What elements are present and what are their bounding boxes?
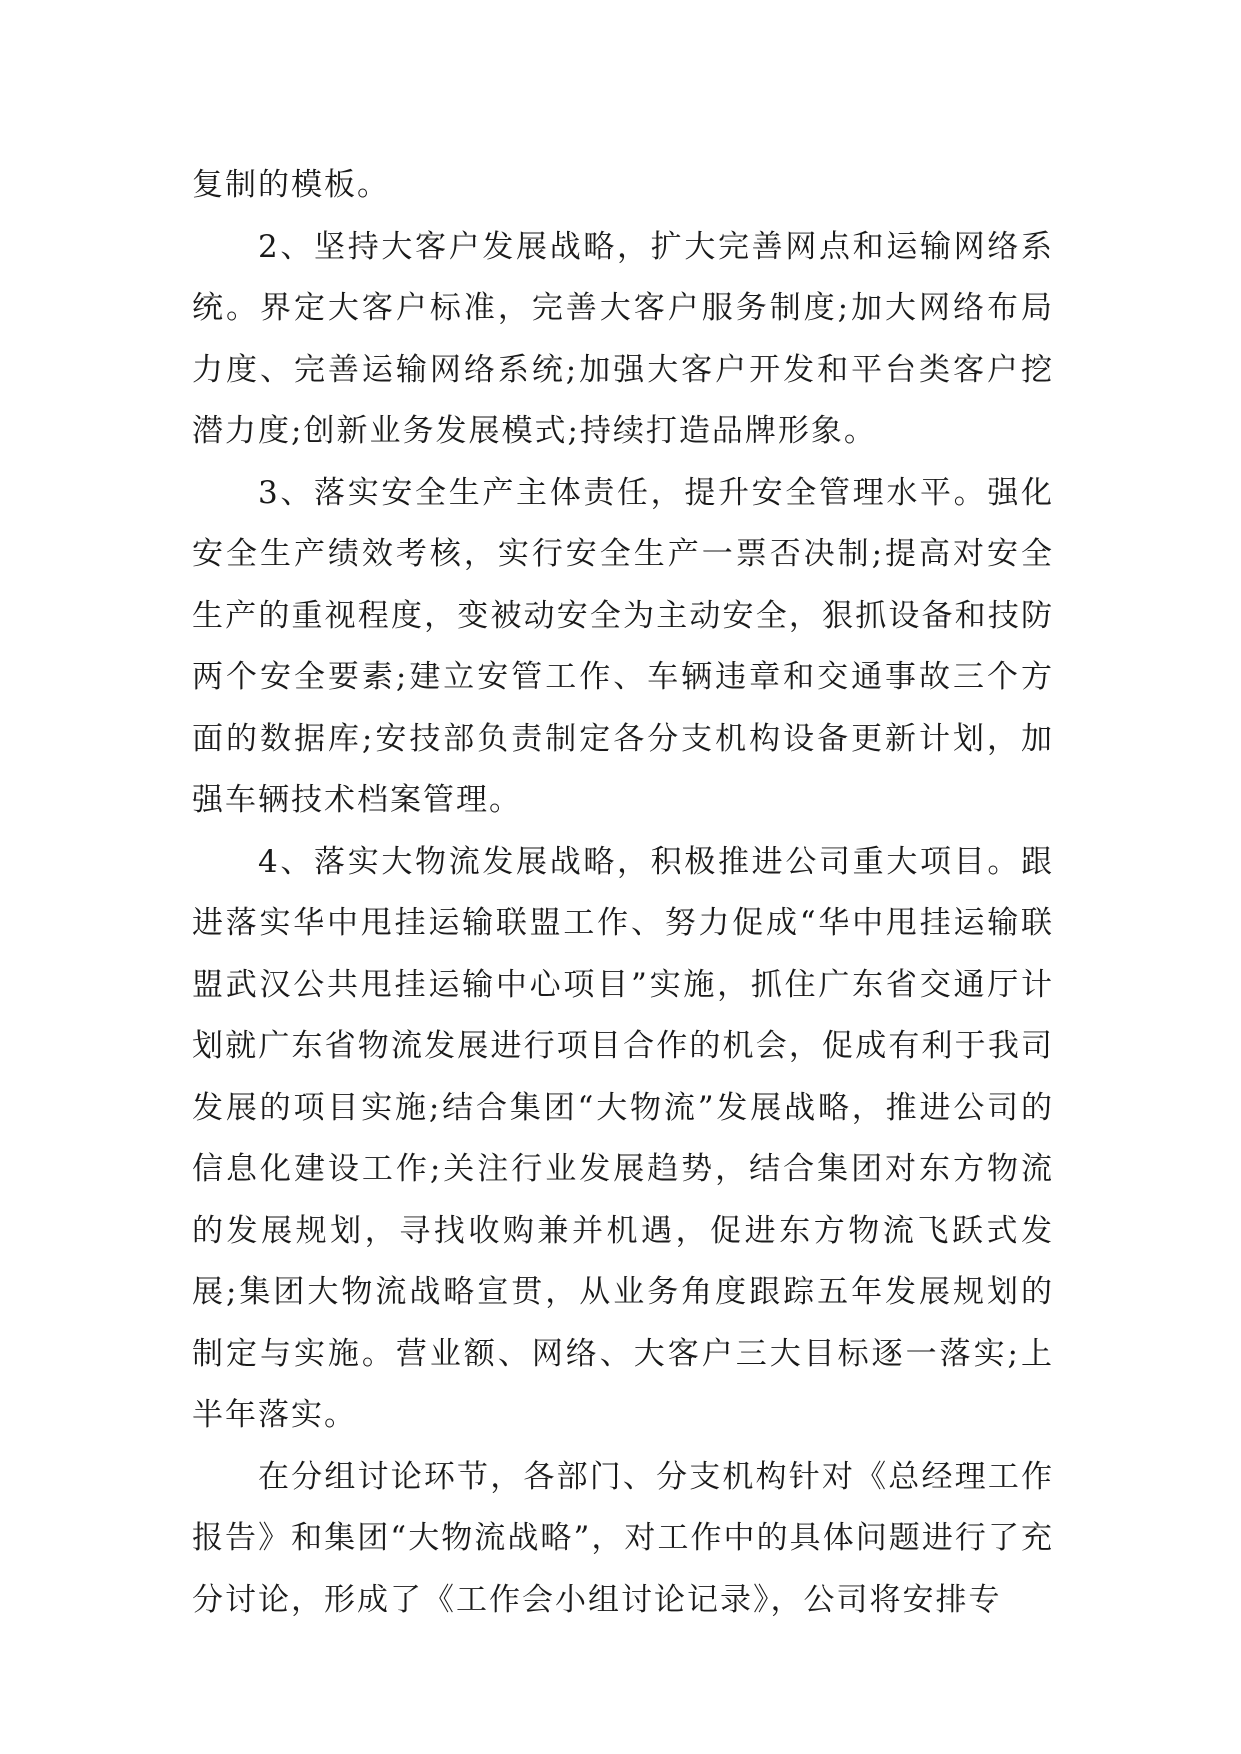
paragraph-discussion: 在分组讨论环节，各部门、分支机构针对《总经理工作报告》和集团“大物流战略”，对工作中的具体问题进行了充分讨论，形成了《工作会小组讨论记录》，公司将安排专	[192, 1458, 1054, 1618]
paragraph-continuation: 复制的模板。	[192, 167, 390, 203]
paragraph-item-3: 3、落实安全生产主体责任，提升安全管理水平。强化安全生产绩效考核，实行安全生产一票否决制;提高对安全生产的重视程度，变被动安全为主动安全，狠抓设备和技防两个安全要素;建立安管工作、车辆违章和交通事故三个方面的数据库;安技部负责制定各分支机构设备更新计划，加强车辆技术档案管理。	[192, 474, 1054, 818]
paragraph-item-4: 4、落实大物流发展战略，积极推进公司重大项目。跟进落实华中甩挂运输联盟工作、努力促成“华中甩挂运输联盟武汉公共甩挂运输中心项目”实施，抓住广东省交通厅计划就广东省物流发展进行项目合作的机会，促成有利于我司发展的项目实施;结合集团“大物流”发展战略，推进公司的信息化建设工作;关注行业发展趋势，结合集团对东方物流的发展规划，寻找收购兼并机遇，促进东方物流飞跃式发展;集团大物流战略宣贯，从业务角度跟踪五年发展规划的制定与实施。营业额、网络、大客户三大目标逐一落实;上半年落实。	[192, 843, 1054, 1433]
paragraph-item-2: 2、坚持大客户发展战略，扩大完善网点和运输网络系统。界定大客户标准，完善大客户服务制度;加大网络布局力度、完善运输网络系统;加强大客户开发和平台类客户挖潜力度;创新业务发展模式;持续打造品牌形象。	[192, 228, 1054, 449]
body-text	[192, 155, 1054, 1631]
